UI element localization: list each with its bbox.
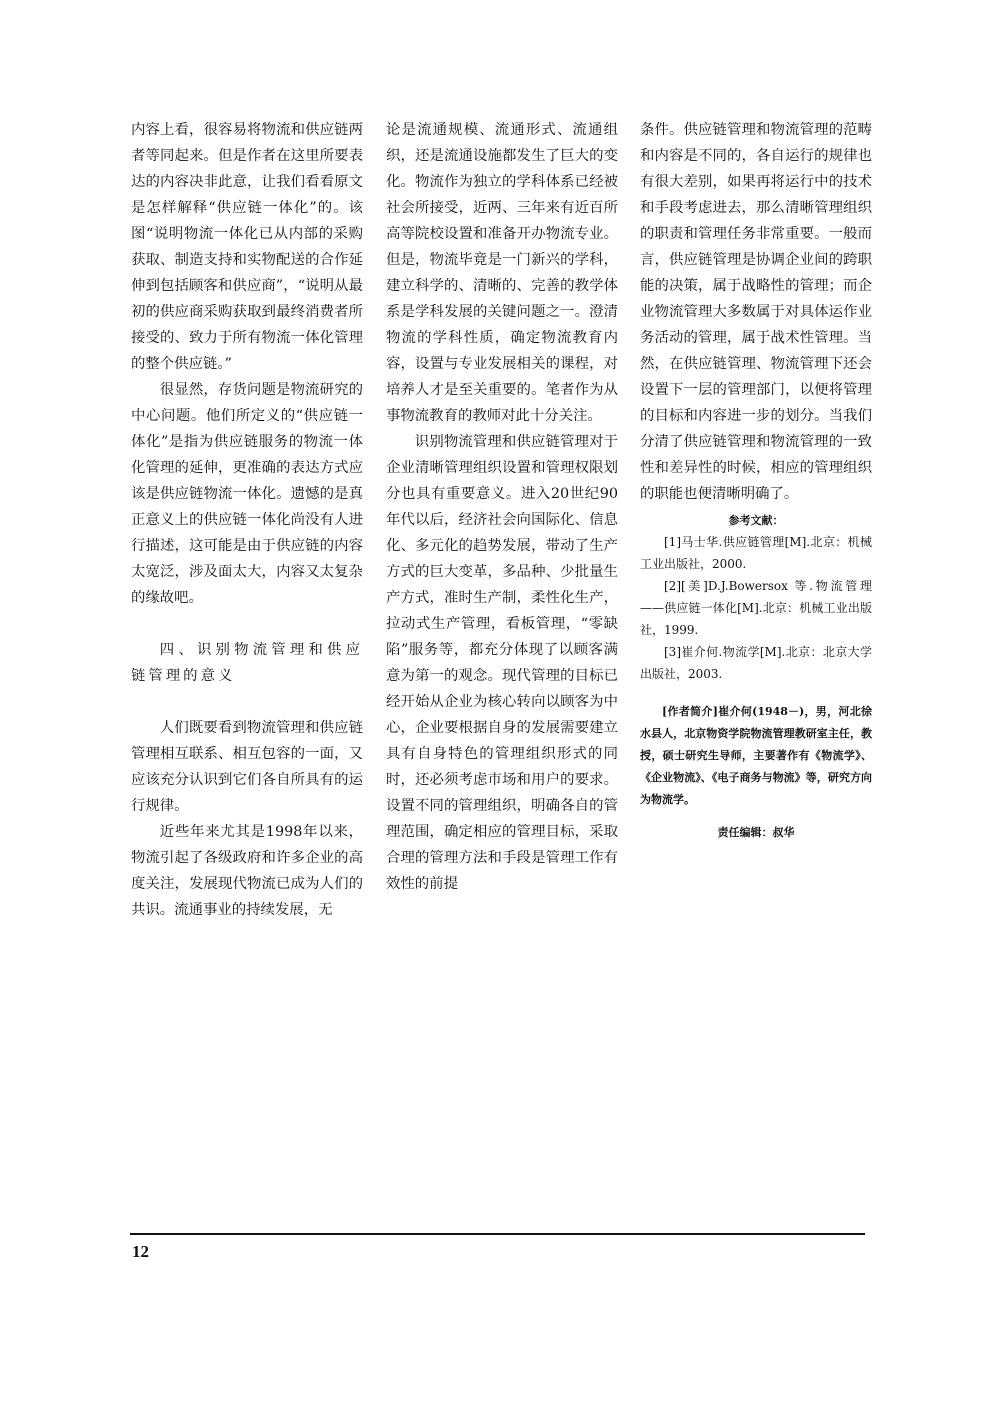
- author-note: [作者简介]崔介何(1948－)，男，河北徐水县人，北京物资学院物流管理教研室主任，教授，硕士研究生导师，主要著作有《物流学》、《企业物流》、《电子商务与物流》等，研究方向为物流学。: [640, 705, 872, 806]
- section-heading: 四、识别物流管理和供应链管理的意义: [131, 642, 363, 684]
- column-2: [386, 117, 618, 897]
- references-title: 参考文献：: [728, 514, 784, 527]
- reference-item-2: [2][美]D.J.Bowersox 等.物流管理——供应链一体化[M].北京：机械工业出版社，1999.: [640, 579, 872, 637]
- col1-paragraph-1: 内容上看，很容易将物流和供应链两者等同起来。但是作者在这里所要表达的内容决非此意，让我们看看原文是怎样解释“供应链一体化”的。该图“说明物流一体化已从内部的采购获取、制造支持和实物配送的合作延伸到包括顾客和供应商”，“说明从最初的供应商采购获取到最终消费者所接受的、致力于所有物流一体化管理的整个供应链。”: [131, 122, 363, 372]
- reference-item-3: [3]崔介何.物流学[M].北京：北京大学出版社，2003.: [640, 645, 872, 681]
- footer-rule: [130, 1233, 865, 1235]
- col1-paragraph-4: 近些年来尤其是1998年以来，物流引起了各级政府和许多企业的高度关注，发展现代物流已成为人们的共识。流通事业的持续发展，无: [131, 824, 363, 918]
- column-3: [640, 117, 872, 843]
- col3-paragraph-1: 条件。供应链管理和物流管理的范畴和内容是不同的，各自运行的规律也有很大差别，如果再将运行中的技术和手段考虑进去，那么清晰管理组织的职责和管理任务非常重要。一般而言，供应链管理是协调企业间的跨职能的决策，属于战略性的管理；而企业物流管理大多数属于对具体运作业务活动的管理，属于战术性管理。当然，在供应链管理、物流管理下还会设置下一层的管理部门，以便将管理的目标和内容进一步的划分。当我们分清了供应链管理和物流管理的一致性和差异性的时候，相应的管理组织的职能也便清晰明确了。: [640, 122, 872, 502]
- col1-paragraph-3: 人们既要看到物流管理和供应链管理相互联系、相互包容的一面，又应该充分认识到它们各自所具有的运行规律。: [131, 720, 363, 814]
- col2-paragraph-1: 论是流通规模、流通形式、流通组织，还是流通设施都发生了巨大的变化。物流作为独立的学科体系已经被社会所接受，近两、三年来有近百所高等院校设置和准备开办物流专业。但是，物流毕竟是一门新兴的学科，建立科学的、清晰的、完善的教学体系是学科发展的关键问题之一。澄清物流的学科性质，确定物流教育内容，设置与专业发展相关的课程，对培养人才是至关重要的。笔者作为从事物流教育的教师对此十分关注。: [386, 122, 618, 424]
- page-number: 12: [132, 1242, 149, 1261]
- col2-paragraph-2: 识别物流管理和供应链管理对于企业清晰管理组织设置和管理权限划分也具有重要意义。进入20世纪90年代以后，经济社会向国际化、信息化、多元化的趋势发展，带动了生产方式的巨大变革，多品种、少批量生产方式，准时生产制，柔性化生产，拉动式生产管理，看板管理，“零缺陷”服务等，都充分体现了以顾客满意为第一的观念。现代管理的目标已经开始从企业为核心转向以顾客为中心，企业要根据自身的发展需要建立具有自身特色的管理组织形式的同时，还必须考虑市场和用户的要求。设置不同的管理组织，明确各自的管理范围，确定相应的管理目标，采取合理的管理方法和手段是管理工作有效性的前提: [386, 434, 618, 892]
- responsible-editor: 责任编辑：叔华: [717, 826, 795, 839]
- column-1: [131, 117, 363, 923]
- col1-paragraph-2: 很显然，存货问题是物流研究的中心问题。他们所定义的“供应链一体化”是指为供应链服务的物流一体化管理的延伸，更准确的表达方式应该是供应链物流一体化。遗憾的是真正意义上的供应链一体化尚没有人进行描述，这可能是由于供应链的内容太宽泛，涉及面太大，内容又太复杂的缘故吧。: [131, 382, 363, 606]
- reference-item-1: [1]马士华.供应链管理[M].北京：机械工业出版社，2000.: [640, 535, 872, 571]
